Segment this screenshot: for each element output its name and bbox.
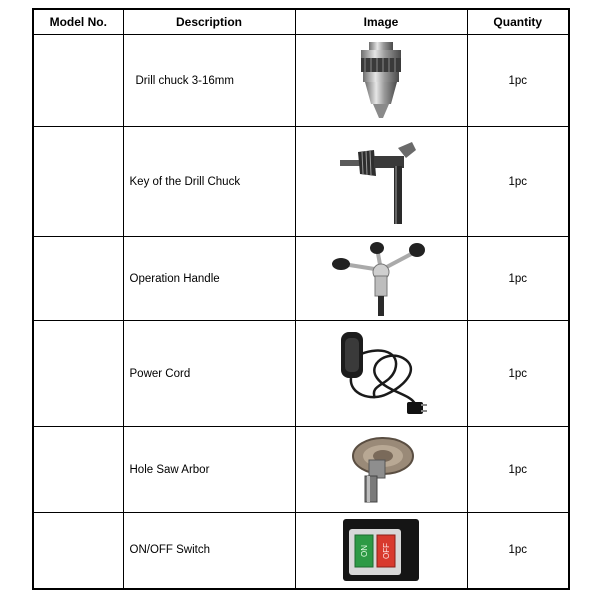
image-cell [295,321,467,427]
image-cell [295,427,467,513]
model-cell [33,321,123,427]
model-cell [33,35,123,127]
hole-saw-arbor-image [343,434,419,506]
quantity-cell: 1pc [467,513,569,589]
chuck-key-image [336,136,426,228]
description-cell: Hole Saw Arbor [123,427,295,513]
model-cell [33,513,123,589]
image-cell [295,237,467,321]
parts-list-table [32,8,570,590]
quantity-cell: 1pc [467,237,569,321]
table-row [33,513,569,589]
model-cell [33,237,123,321]
table-row [33,127,569,237]
header-description: Description [123,9,295,35]
model-cell [33,427,123,513]
description-cell: Drill chuck 3-16mm [123,35,295,127]
svg-text:ON: ON [360,545,369,558]
quantity-cell: 1pc [467,127,569,237]
table-row [33,321,569,427]
description-cell: ON/OFF Switch [123,513,295,589]
image-cell [295,35,467,127]
quantity-cell: 1pc [467,427,569,513]
quantity-cell: 1pc [467,321,569,427]
header-quantity: Quantity [467,9,569,35]
header-image: Image [295,9,467,35]
image-cell [295,513,467,589]
table-header-row [33,9,569,35]
quantity-cell: 1pc [467,35,569,127]
description-cell: Key of the Drill Chuck [123,127,295,237]
drill-chuck-image [351,40,411,122]
svg-text:OFF: OFF [382,543,391,560]
model-cell [33,127,123,237]
table-row [33,35,569,127]
description-cell: Power Cord [123,321,295,427]
table-row [33,427,569,513]
on-off-switch-image [341,517,421,583]
power-cord-image [331,324,431,424]
operation-handle-image [331,240,431,318]
table-row [33,237,569,321]
description-cell: Operation Handle [123,237,295,321]
image-cell [295,127,467,237]
header-model-no: Model No. [33,9,123,35]
